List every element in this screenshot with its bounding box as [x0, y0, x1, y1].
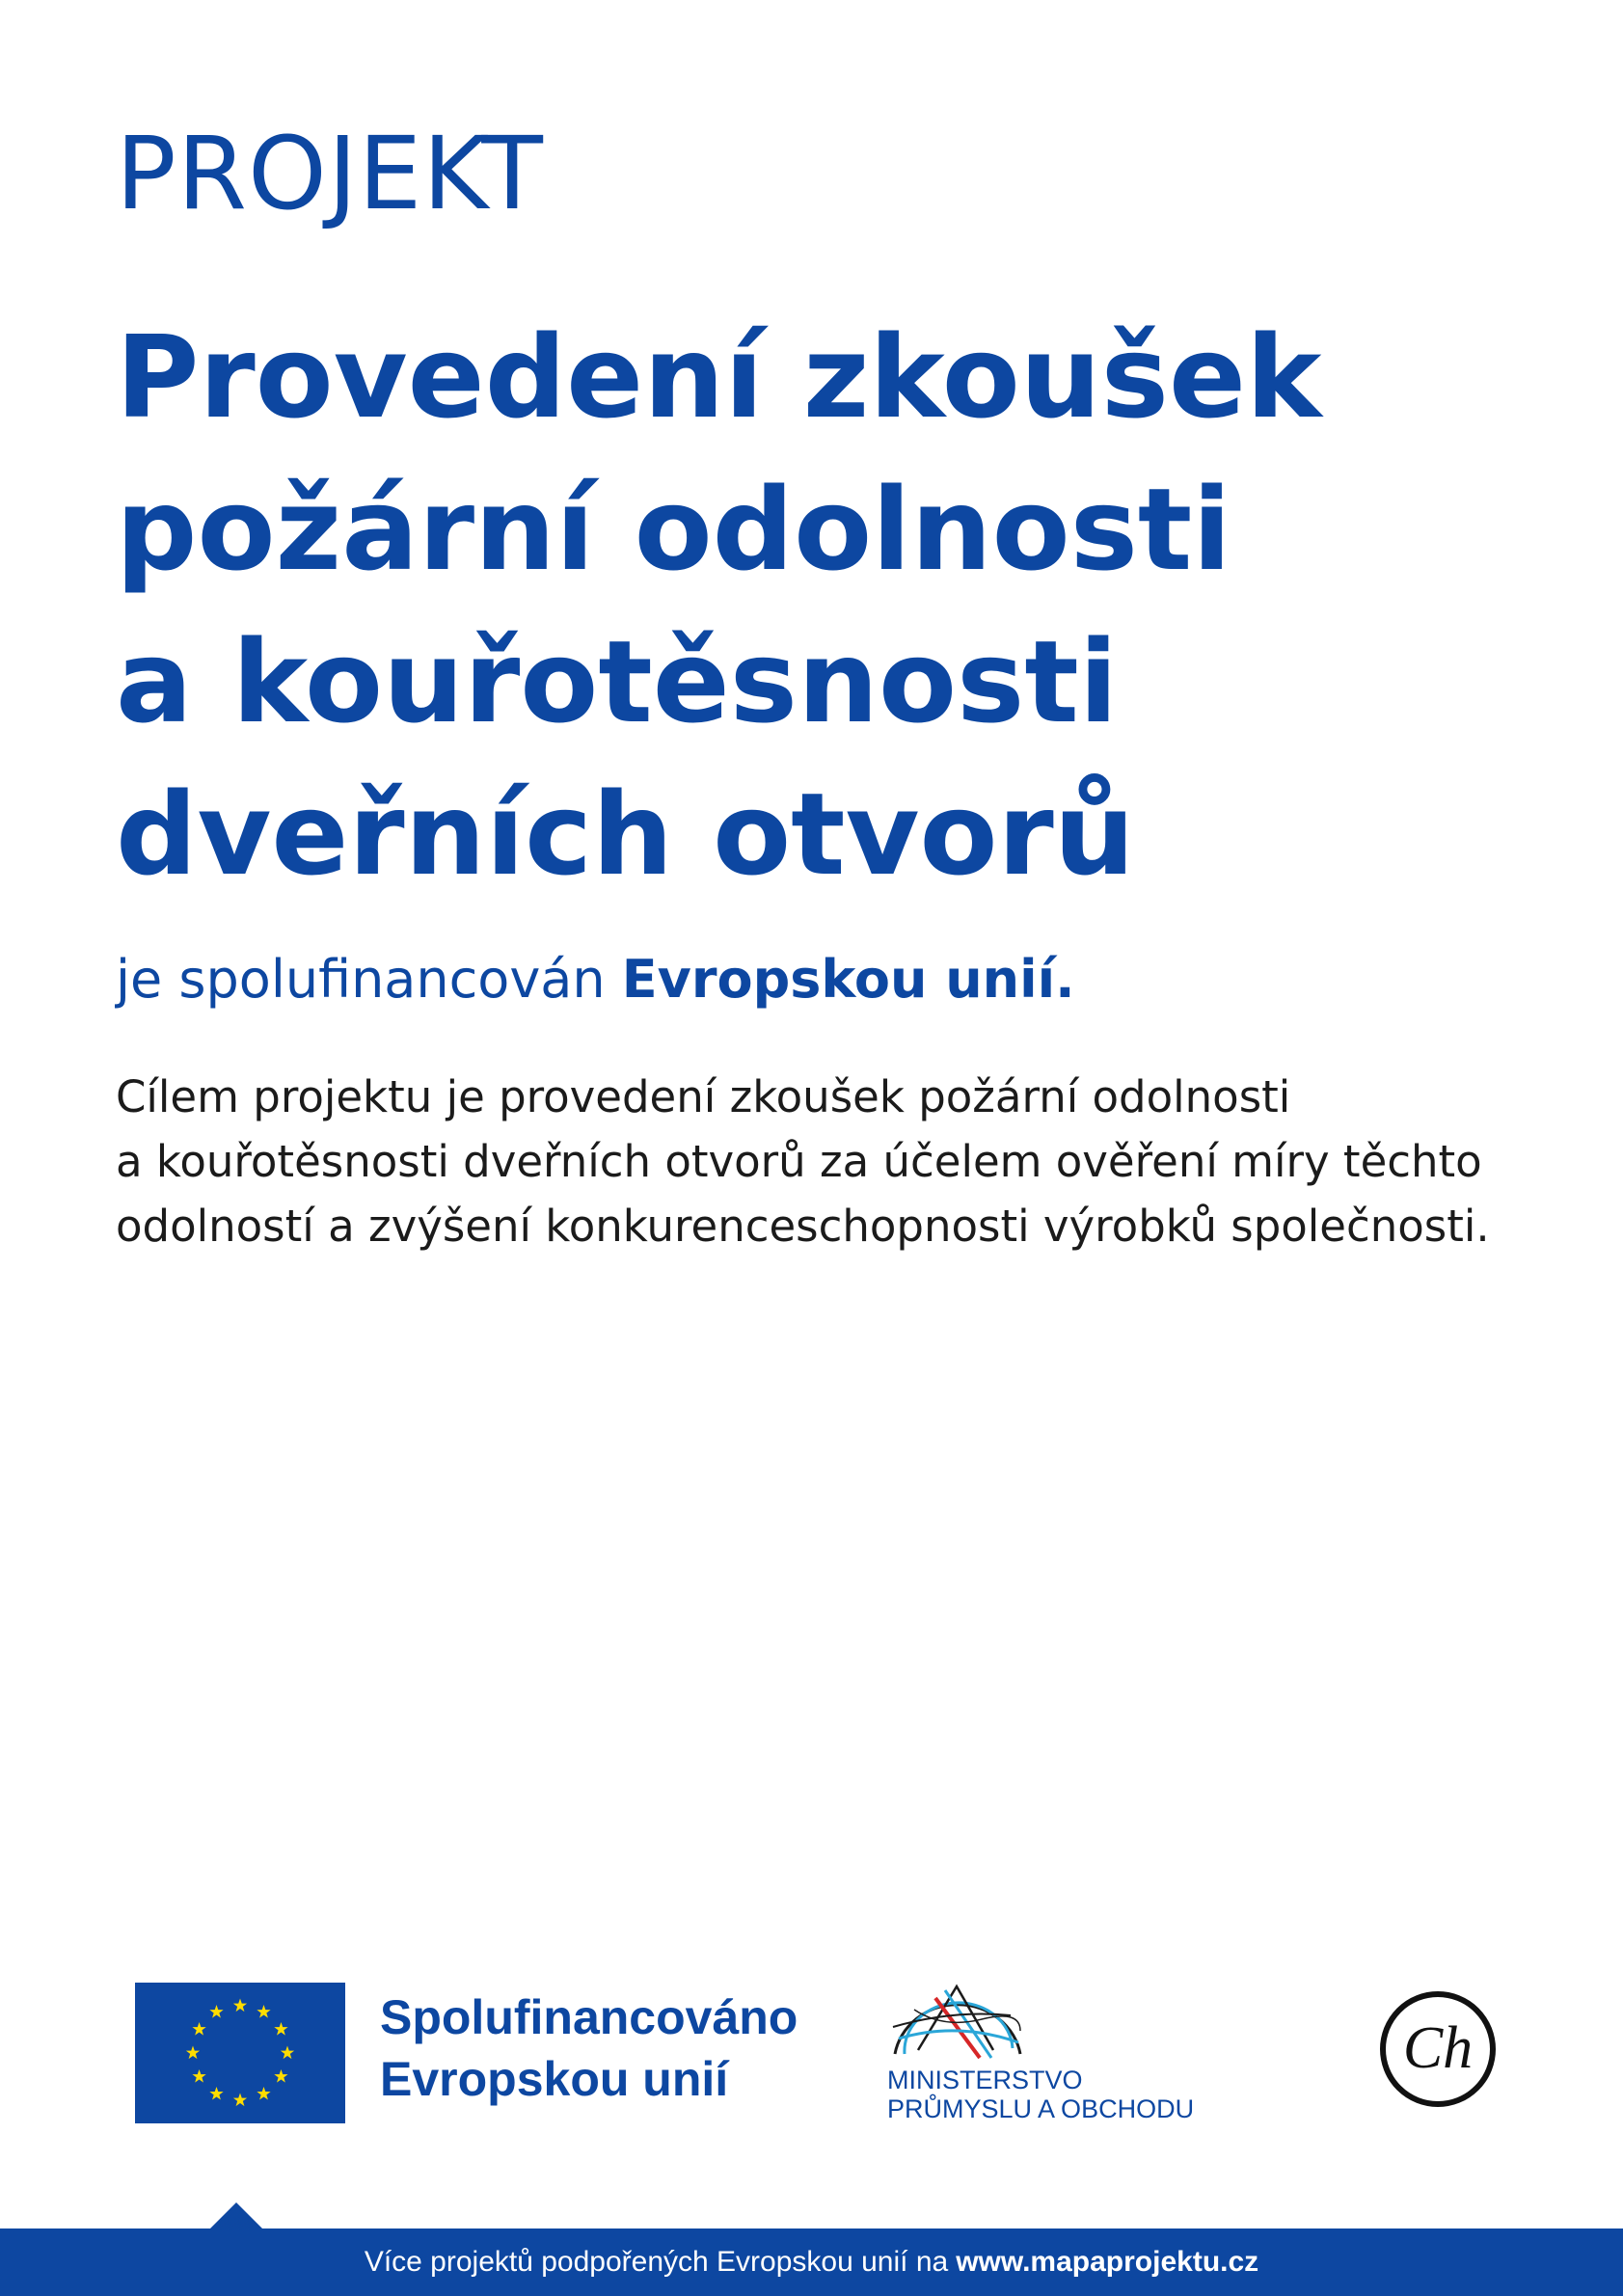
- ch-monogram-text: Ch: [1402, 2015, 1474, 2081]
- ch-monogram-icon: [1379, 1990, 1497, 2108]
- cofinancing-prefix: je spolufinancován: [116, 949, 606, 1010]
- mpo-logo-line: PRŮMYSLU A OBCHODU: [887, 2094, 1195, 2123]
- project-title: [116, 301, 1466, 910]
- project-kicker: PROJEKT: [116, 115, 544, 232]
- description-line: odolností a zvýšení konkurenceschopnosti výrobků společnosti.: [116, 1201, 1490, 1252]
- cofinancing-statement: [116, 949, 1075, 1012]
- description-line: Cílem projektu je provedení zkoušek požární odolnosti: [116, 1071, 1291, 1122]
- title-line: a kouřotěsnosti: [116, 615, 1119, 748]
- mpo-globe-icon: [885, 1981, 1030, 2062]
- title-line: Provedení zkoušek: [116, 311, 1322, 444]
- mpo-logo-text: [887, 2066, 1194, 2123]
- footer-link[interactable]: www.mapaprojektu.cz: [956, 2246, 1259, 2278]
- cofinancing-emphasis: Evropskou unií.: [621, 949, 1075, 1010]
- eu-logo-line: Spolufinancováno: [380, 1990, 798, 2044]
- mpo-logo-line: MINISTERSTVO: [887, 2066, 1083, 2094]
- project-description: [116, 1065, 1543, 1258]
- footer-tab-marker: [209, 2202, 263, 2229]
- eu-logo-line: Evropskou unií: [380, 2052, 729, 2106]
- eu-flag-icon: [135, 1983, 345, 2123]
- footer-bar: [0, 2228, 1623, 2296]
- title-line: požární odolnosti: [116, 463, 1231, 596]
- description-line: a kouřotěsnosti dveřních otvorů za účelem ověření míry těchto: [116, 1136, 1482, 1187]
- title-line: dveřních otvorů: [116, 768, 1135, 901]
- footer-text: Více projektů podpořených Evropskou unií na: [364, 2246, 949, 2278]
- eu-cofinancing-logo-text: [380, 1986, 798, 2110]
